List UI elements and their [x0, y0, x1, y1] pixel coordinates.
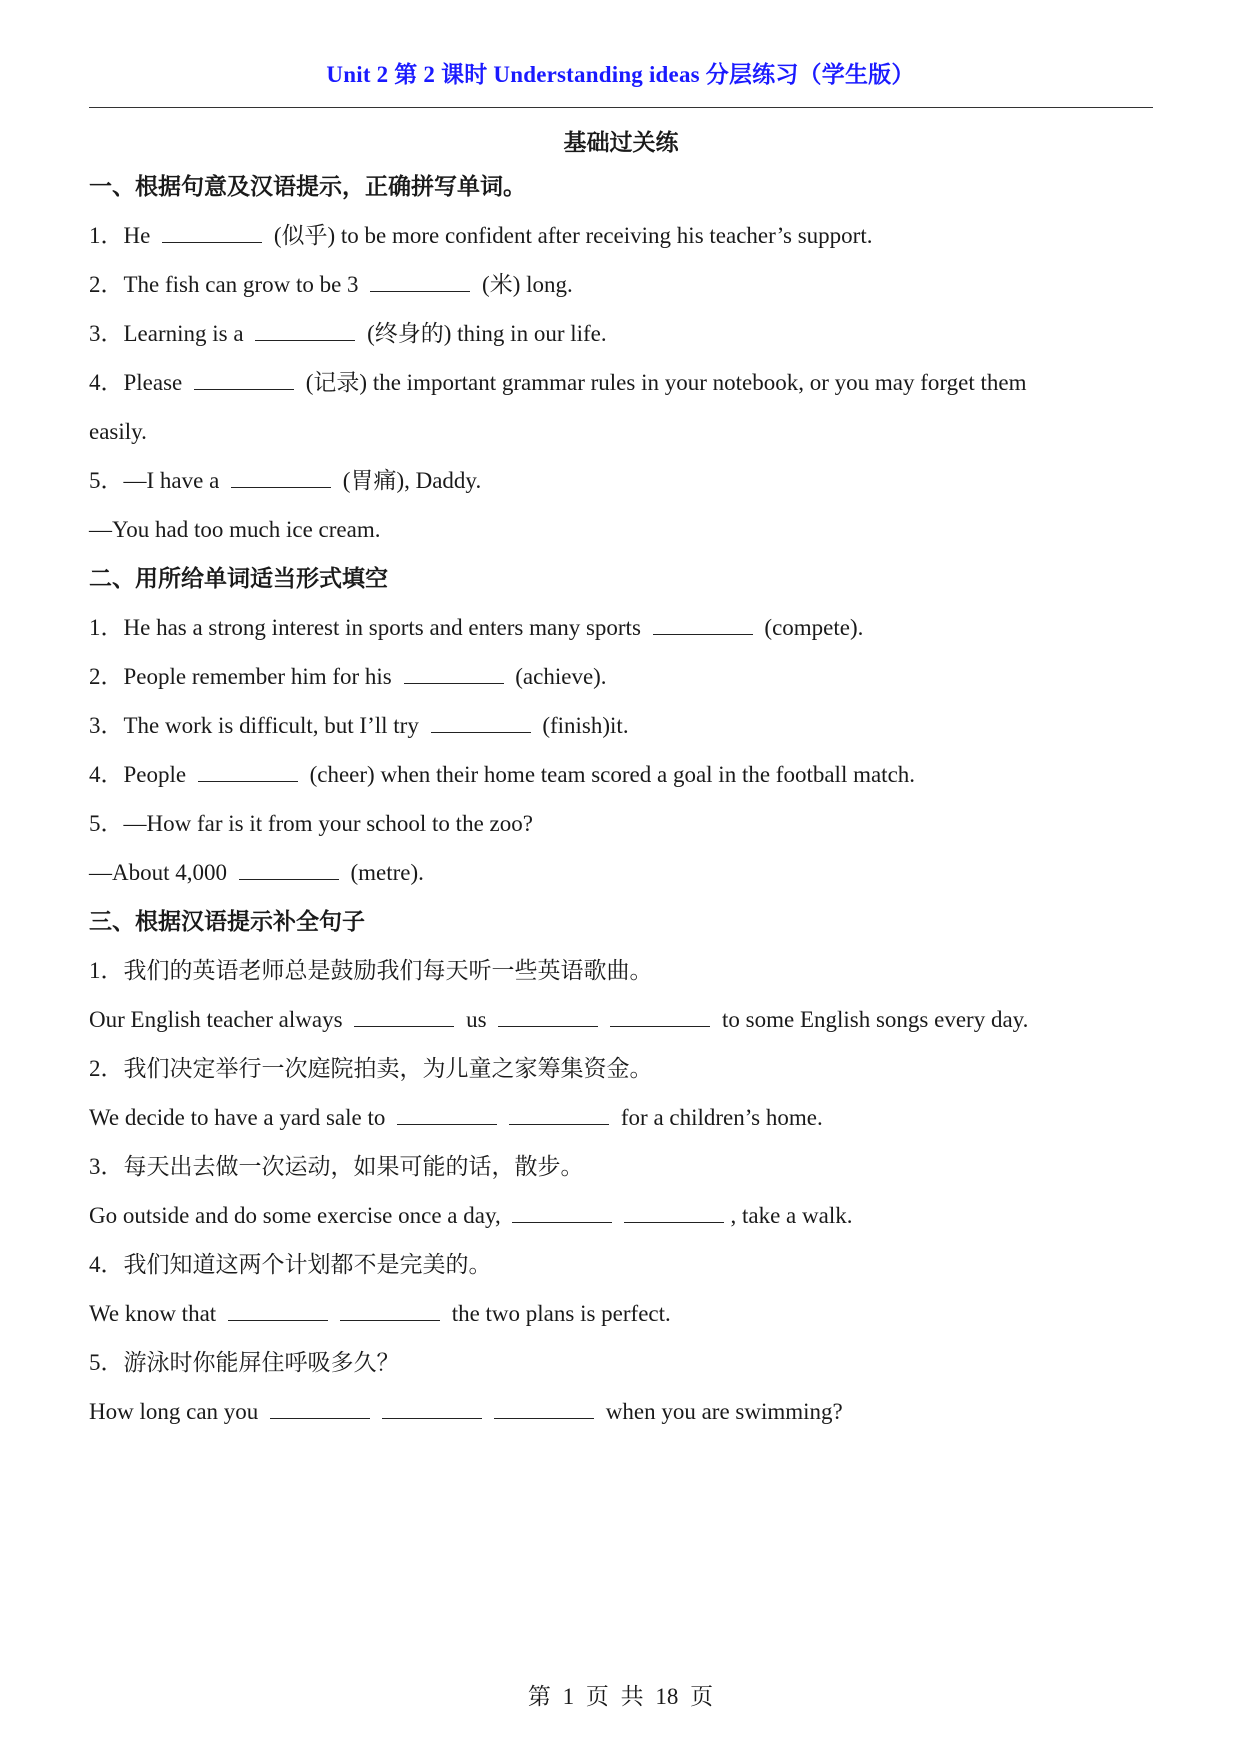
answer-blank[interactable]: [509, 1104, 609, 1125]
part2-question-5: 5．—How far is it from your school to the zoo?: [89, 811, 533, 836]
answer-blank[interactable]: [239, 859, 339, 880]
part3-question-4: We know that the two plans is perfect.: [89, 1301, 671, 1326]
part1-heading: 一、根据句意及汉语提示，正确拼写单词。: [89, 174, 526, 199]
section-title: 基础过关练: [563, 130, 679, 155]
answer-blank[interactable]: [404, 663, 504, 684]
worksheet-content: [89, 124, 1153, 1436]
answer-blank[interactable]: [498, 1006, 598, 1027]
part3-question-2: We decide to have a yard sale to for a children’s home.: [89, 1105, 823, 1130]
answer-blank[interactable]: [270, 1398, 370, 1419]
part1-question-3: 3．Learning is a (终身的) thing in our life.: [89, 321, 607, 346]
part2-question-1: 1．He has a strong interest in sports and enters many sports (compete).: [89, 615, 864, 640]
answer-blank[interactable]: [231, 467, 331, 488]
answer-blank[interactable]: [494, 1398, 594, 1419]
part3-heading: 三、根据汉语提示补全句子: [89, 909, 365, 934]
part1-question-4-continued: easily.: [89, 419, 147, 444]
answer-blank[interactable]: [382, 1398, 482, 1419]
part2-question-5-reply: —About 4,000 (metre).: [89, 860, 424, 885]
answer-blank[interactable]: [340, 1300, 440, 1321]
header-divider: [89, 107, 1153, 108]
page-header: Unit 2 第 2 课时 Understanding ideas 分层练习（学生版）: [326, 62, 915, 87]
part3-question-4-chinese: 4．我们知道这两个计划都不是完美的。: [89, 1252, 492, 1277]
part1-question-5: 5．—I have a (胃痛), Daddy.: [89, 468, 482, 493]
answer-blank[interactable]: [354, 1006, 454, 1027]
part3-question-1-chinese: 1．我们的英语老师总是鼓励我们每天听一些英语歌曲。: [89, 958, 653, 983]
answer-blank[interactable]: [162, 222, 262, 243]
answer-blank[interactable]: [228, 1300, 328, 1321]
part3-question-1: Our English teacher always us to some English songs every day.: [89, 1007, 1029, 1032]
part3-question-2-chinese: 2．我们决定举行一次庭院拍卖，为儿童之家筹集资金。: [89, 1056, 653, 1081]
answer-blank[interactable]: [397, 1104, 497, 1125]
part3-question-5: How long can you when you are swimming?: [89, 1399, 843, 1424]
answer-blank[interactable]: [198, 761, 298, 782]
answer-blank[interactable]: [370, 271, 470, 292]
part1-question-1: 1．He (似乎) to be more confident after receiving his teacher’s support.: [89, 223, 873, 248]
part2-heading: 二、用所给单词适当形式填空: [89, 566, 388, 591]
part3-question-3: Go outside and do some exercise once a day, , take a walk.: [89, 1203, 853, 1228]
answer-blank[interactable]: [255, 320, 355, 341]
answer-blank[interactable]: [431, 712, 531, 733]
answer-blank[interactable]: [610, 1006, 710, 1027]
page-footer: 第 1 页 共 18 页: [527, 1684, 714, 1709]
part1-question-5-reply: —You had too much ice cream.: [89, 517, 381, 542]
part3-question-5-chinese: 5．游泳时你能屏住呼吸多久？: [89, 1350, 400, 1375]
part1-question-4: 4．Please (记录) the important grammar rules in your notebook, or you may forget them: [89, 370, 1027, 395]
part3-question-3-chinese: 3．每天出去做一次运动，如果可能的话，散步。: [89, 1154, 584, 1179]
answer-blank[interactable]: [653, 614, 753, 635]
part2-question-2: 2．People remember him for his (achieve).: [89, 664, 607, 689]
answer-blank[interactable]: [194, 369, 294, 390]
part1-question-2: 2．The fish can grow to be 3 (米) long.: [89, 272, 573, 297]
part2-question-4: 4．People (cheer) when their home team scored a goal in the football match.: [89, 762, 916, 787]
answer-blank[interactable]: [512, 1202, 612, 1223]
part2-question-3: 3．The work is difficult, but I’ll try (finish)it.: [89, 713, 629, 738]
answer-blank[interactable]: [624, 1202, 724, 1223]
